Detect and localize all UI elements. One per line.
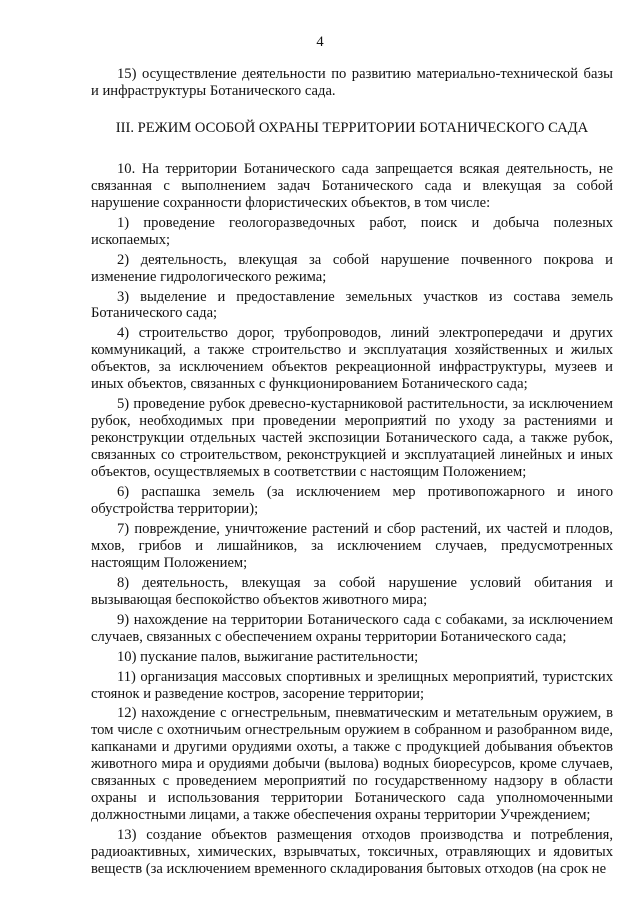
list-item-13: 13) создание объектов размещения отходов производства и потребления, радиоактивных, химических, взрывчатых, токсичных, отравляющих и ядовитых веществ (за исключением временного складирования бытовых отходов (на срок не	[91, 827, 613, 878]
list-item-8: 8) деятельность, влекущая за собой нарушение условий обитания и вызывающая беспокойство объектов животного мира;	[91, 574, 613, 608]
list-item-5: 5) проведение рубок древесно-кустарниковой растительности, за исключением рубок, необходимых при проведении мероприятий по уходу за растениями и реконструкции отдельных частей экспозиции Ботанического сада, а также рубок, связанных со строительством, реконструкцией и эксплуатацией линейных и иных объектов, осуществляемых в соответствии с настоящим Положением;	[91, 396, 613, 481]
document-body	[91, 66, 613, 878]
paragraph-item-15: 15) осуществление деятельности по развитию материально-технической базы и инфраструктуры Ботанического сада.	[91, 66, 613, 99]
list-item-7: 7) повреждение, уничтожение растений и сбор растений, их частей и плодов, мхов, грибов и лишайников, за исключением случаев, предусмотренных настоящим Положением;	[91, 520, 613, 571]
page-number: 4	[316, 34, 324, 50]
list-item-4: 4) строительство дорог, трубопроводов, линий электропередачи и других коммуникаций, а также строительство и эксплуатация хозяйственных и жилых объектов, за исключением объектов рекреационной инфраструктуры, музеев и иных объектов, связанных с функционированием Ботанического сада;	[91, 325, 613, 393]
list-item-1: 1) проведение геологоразведочных работ, поиск и добыча полезных ископаемых;	[91, 214, 613, 248]
list-item-9: 9) нахождение на территории Ботанического сада с собаками, за исключением случаев, связанных с обеспечением охраны территории Ботанического сада;	[91, 611, 613, 645]
list-item-2: 2) деятельность, влекущая за собой нарушение почвенного покрова и изменение гидрологического режима;	[91, 251, 613, 285]
list-item-12: 12) нахождение с огнестрельным, пневматическим и метательным оружием, в том числе с охотничьим огнестрельным оружием в собранном и разобранном виде, капканами и другими орудиями охоты, а также с продукцией добывания объектов животного мира и орудиями добычи (вылова) водных биоресурсов, кроме случаев, связанных с проведением мероприятий по государственному надзору в области охраны и использования территории Ботанического сада уполномоченными должностными лицами, а также обеспечения охраны территории Учреждением;	[91, 705, 613, 824]
list-item-6: 6) распашка земель (за исключением мер противопожарного и иного обустройства территории);	[91, 484, 613, 517]
paragraph-clause-10: 10. На территории Ботанического сада запрещается всякая деятельность, не связанная с выполнением задач Ботанического сада и влекущая за собой нарушение сохранности флористических объектов, в том числе:	[91, 160, 613, 211]
list-item-3: 3) выделение и предоставление земельных участков из состава земель Ботанического сада;	[91, 288, 613, 322]
section-heading: III. РЕЖИМ ОСОБОЙ ОХРАНЫ ТЕРРИТОРИИ БОТАНИЧЕСКОГО САДА	[115, 119, 589, 136]
list-item-11: 11) организация массовых спортивных и зрелищных мероприятий, туристских стоянок и разведение костров, засорение территории;	[91, 668, 613, 702]
list-item-10: 10) пускание палов, выжигание растительности;	[117, 648, 419, 665]
